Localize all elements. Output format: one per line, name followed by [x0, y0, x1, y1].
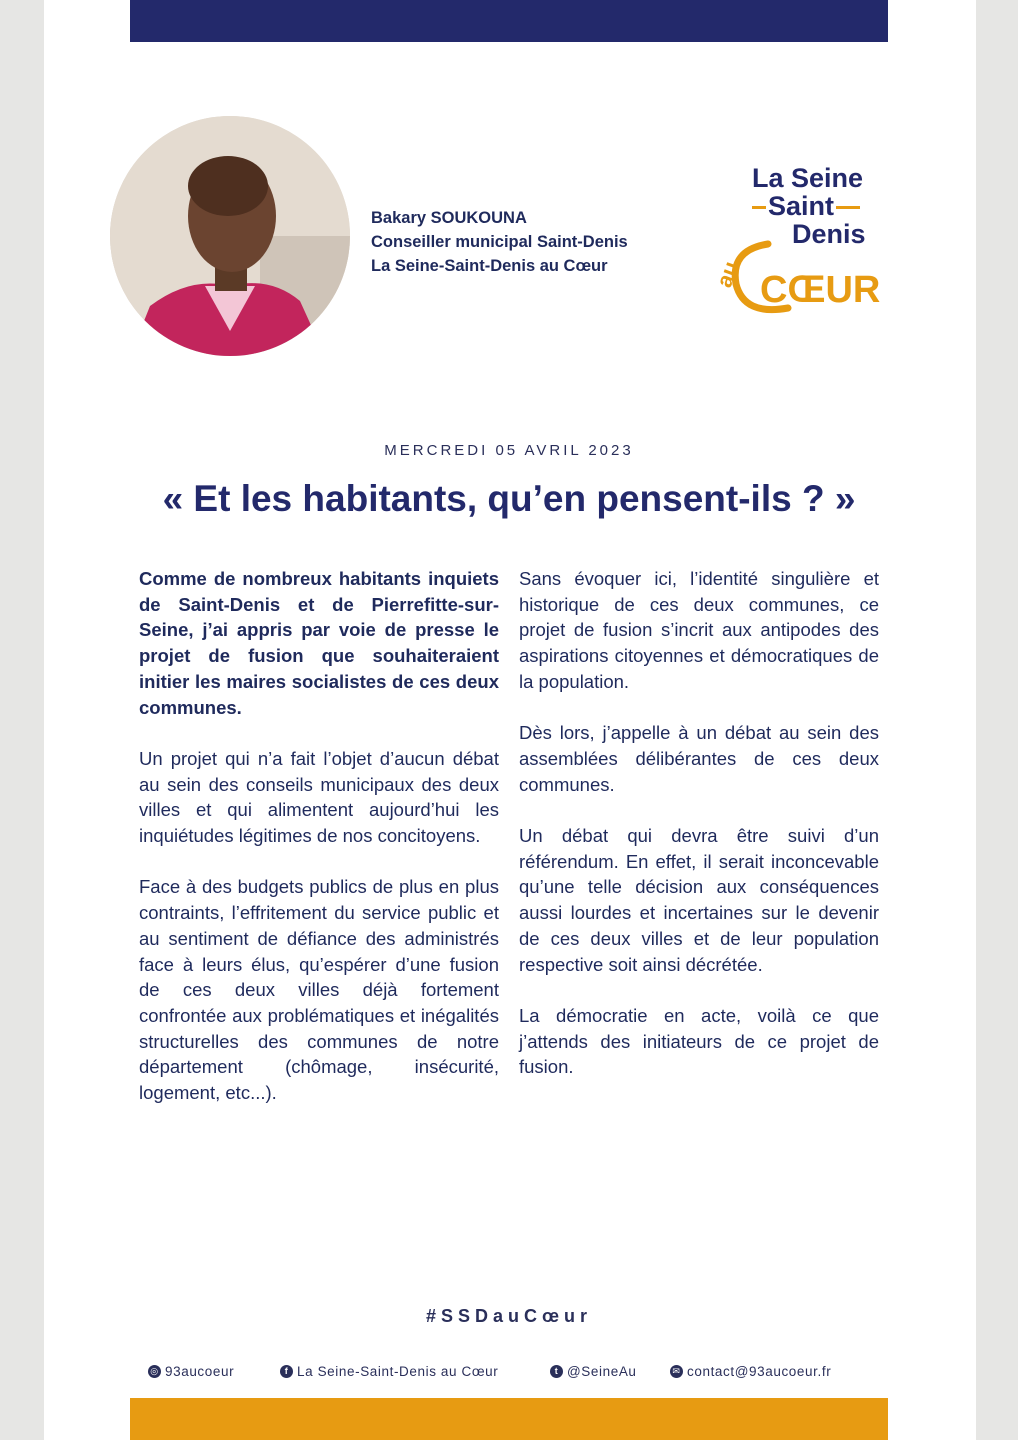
- paragraph: Un débat qui devra être suivi d’un référendum. En effet, il serait inconcevable qu’une telle décision aux conséquences aussi lourdes et incertaines sur le devenir de ces deux villes et de leur population respective soit ainsi décrétée.: [519, 825, 879, 975]
- logo-coeur: CŒUR: [760, 269, 881, 311]
- logo-line-2-text: Saint: [768, 191, 835, 221]
- facebook-icon: f: [280, 1365, 293, 1378]
- twitter-contact[interactable]: [550, 1364, 637, 1379]
- author-role: Conseiller municipal Saint-Denis: [371, 233, 628, 251]
- author-block: [371, 206, 628, 278]
- facebook-contact[interactable]: [280, 1364, 498, 1379]
- instagram-handle: 93aucoeur: [165, 1364, 235, 1379]
- top-navy-bar: [130, 0, 888, 42]
- contact-footer: [148, 1364, 868, 1384]
- twitter-icon: t: [550, 1365, 563, 1378]
- paragraph: La démocratie en acte, voilà ce que j’attends des initiateurs de ce projet de fusion.: [519, 1004, 879, 1078]
- headline: « Et les habitants, qu’en pensent-ils ? »: [162, 478, 856, 519]
- publication-date: MERCREDI 05 AVRIL 2023: [384, 442, 634, 459]
- paragraph: Face à des budgets publics de plus en plus contraints, l’effritement du service public et au sentiment de défiance des administrés face à leurs élus, qu’espérer d’une fusion de ces deux villes déjà fortement confrontée aux problématiques et inégalités structurelles des communes de notre département (chômage, insécurité, logement, etc...).: [139, 876, 499, 1104]
- logo-dash-icon: [752, 206, 766, 209]
- bottom-orange-bar: [130, 1398, 888, 1440]
- brand-logo: [710, 160, 900, 320]
- instagram-contact[interactable]: [148, 1364, 234, 1379]
- paragraph: Dès lors, j’appelle à un débat au sein des assemblées délibérantes de ces deux communes.: [519, 722, 879, 795]
- author-name: Bakary SOUKOUNA: [371, 209, 527, 227]
- paragraph: Un projet qui n’a fait l’objet d’aucun débat au sein des conseils municipaux des deux villes et qui alimentent aujourd’hui les inquiétudes légitimes de nos concitoyens.: [139, 747, 499, 847]
- author-group: La Seine-Saint-Denis au Cœur: [371, 257, 608, 275]
- logo-dash-icon: [836, 206, 860, 209]
- logo-line-2: [750, 192, 862, 220]
- email-icon: ✉: [670, 1365, 683, 1378]
- email-address: contact@93aucoeur.fr: [687, 1364, 832, 1379]
- left-column: [139, 566, 499, 1131]
- logo-au: au: [711, 257, 744, 291]
- instagram-icon: ◎: [148, 1365, 161, 1378]
- paragraph: Comme de nombreux habitants inquiets de Saint-Denis et de Pierrefitte-sur-Seine, j’ai appris par voie de presse le projet de fusion que souhaiteraient initier les maires socialistes de ces deux communes.: [139, 568, 499, 718]
- twitter-handle: @SeineAu: [567, 1364, 637, 1379]
- facebook-handle: La Seine-Saint-Denis au Cœur: [297, 1364, 499, 1379]
- paragraph: Sans évoquer ici, l’identité singulière et historique de ces deux communes, ce projet de fusion s’incrit aux antipodes des aspirations citoyennes et démocratiques de la population.: [519, 568, 879, 692]
- hashtag: #SSDauCœur: [425, 1306, 592, 1326]
- right-column: [519, 566, 879, 1106]
- logo-line-1: La Seine: [752, 163, 864, 193]
- email-contact[interactable]: [670, 1364, 831, 1379]
- logo-line-3: Denis: [792, 219, 866, 249]
- logo-coeur-mark: [710, 220, 900, 320]
- author-portrait: [110, 116, 350, 356]
